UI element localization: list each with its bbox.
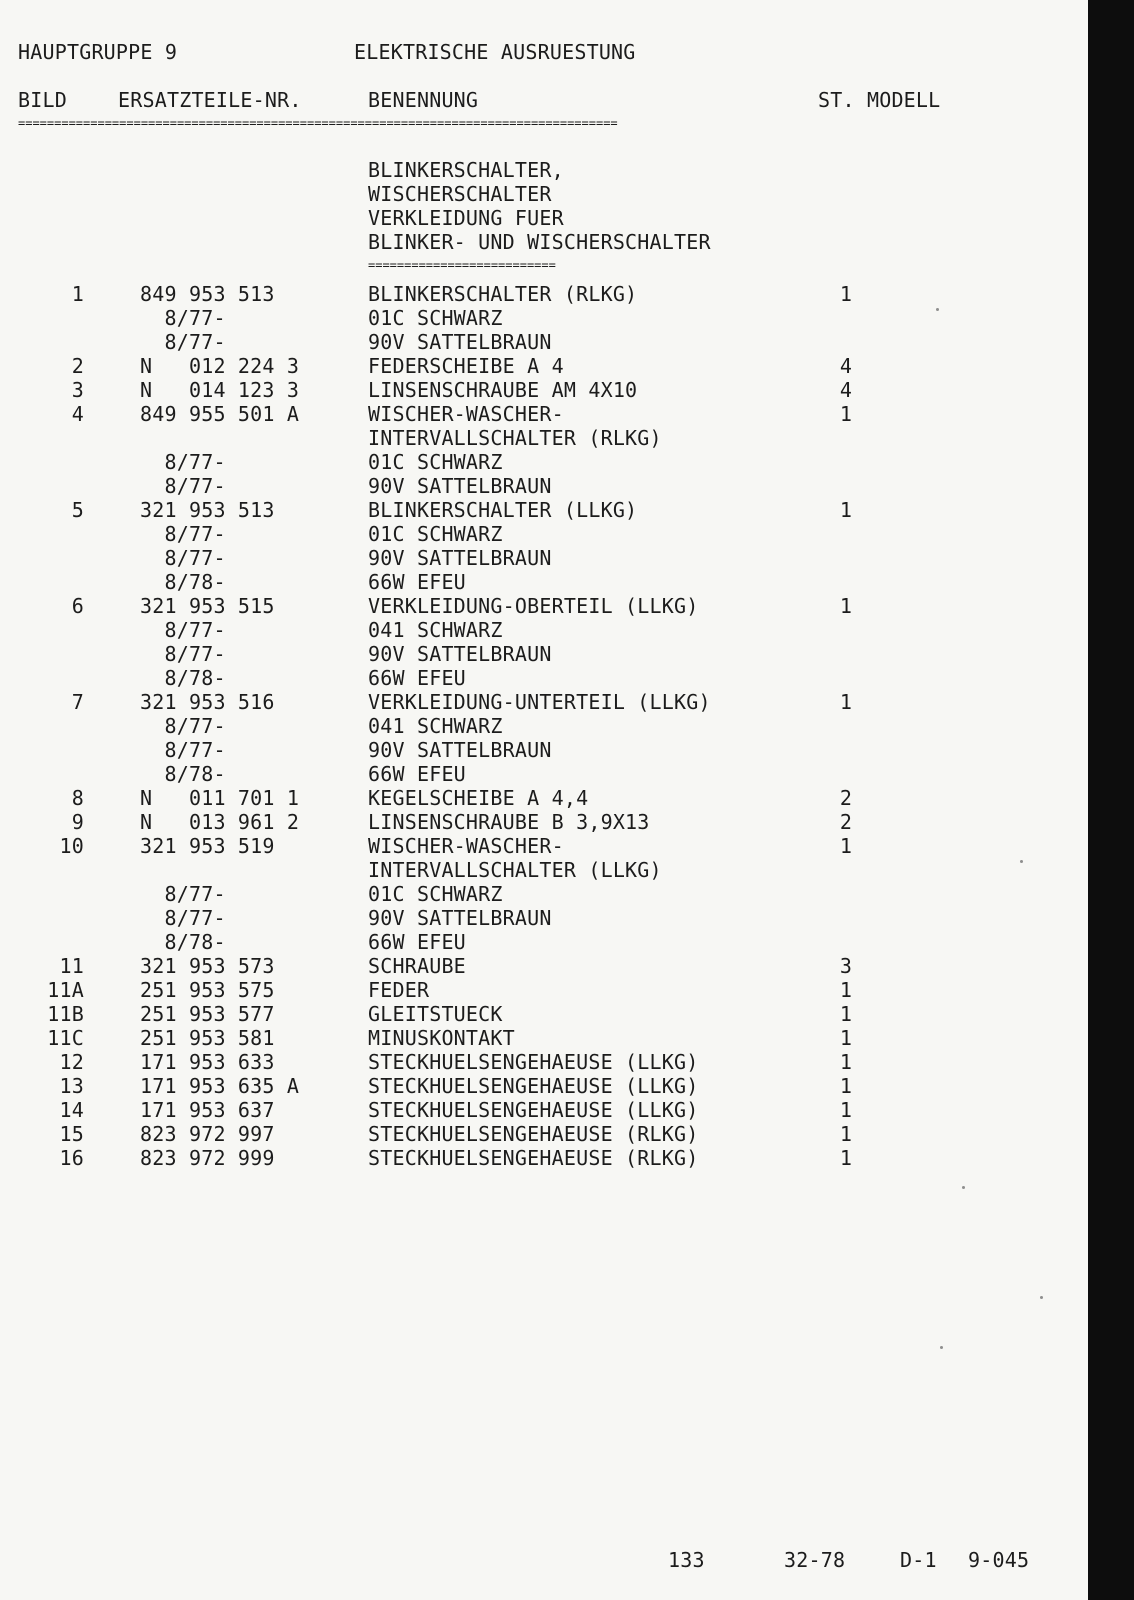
part-number-cell: 8/77- [140, 738, 226, 762]
description-cell: WISCHER-WASCHER- [368, 834, 564, 858]
description-cell: 66W EFEU [368, 666, 466, 690]
description-cell: 66W EFEU [368, 762, 466, 786]
bild-cell: 16 [59, 1146, 84, 1170]
description-cell: INTERVALLSCHALTER (RLKG) [368, 426, 662, 450]
part-number-cell: 8/78- [140, 570, 226, 594]
table-row [0, 1122, 1088, 1146]
description-cell: BLINKERSCHALTER (RLKG) [368, 282, 638, 306]
bild-cell: 9 [71, 810, 84, 834]
table-row [0, 738, 1088, 762]
quantity-cell: 1 [839, 1122, 853, 1146]
description-cell: 90V SATTELBRAUN [368, 330, 552, 354]
quantity-cell: 1 [839, 282, 853, 306]
description-cell: VERKLEIDUNG-UNTERTEIL (LLKG) [368, 690, 711, 714]
header-double-rule: =================================================================================== [18, 116, 618, 130]
table-row [0, 1146, 1088, 1170]
part-number-cell: 823 972 999 [140, 1146, 275, 1170]
table-row [0, 498, 1088, 522]
hauptgruppe-label: HAUPTGRUPPE 9 [18, 40, 178, 64]
scan-edge-strip [1088, 0, 1134, 1600]
table-row [0, 954, 1088, 978]
quantity-cell: 1 [839, 1146, 853, 1170]
table-row [0, 426, 1088, 450]
bild-cell: 1 [71, 282, 84, 306]
part-number-cell: 849 953 513 [140, 282, 275, 306]
description-cell: 01C SCHWARZ [368, 882, 503, 906]
table-row [0, 570, 1088, 594]
description-cell: KEGELSCHEIBE A 4,4 [368, 786, 589, 810]
part-number-cell: 8/77- [140, 642, 226, 666]
description-cell: 01C SCHWARZ [368, 522, 503, 546]
bild-cell: 14 [59, 1098, 84, 1122]
intro-line-3: VERKLEIDUNG FUER [368, 206, 564, 230]
table-row [0, 834, 1088, 858]
part-number-cell: 321 953 513 [140, 498, 275, 522]
part-number-cell: 8/77- [140, 618, 226, 642]
bild-cell: 10 [59, 834, 84, 858]
table-row [0, 594, 1088, 618]
table-row [0, 1098, 1088, 1122]
part-number-cell: 8/77- [140, 546, 226, 570]
part-number-cell: 8/77- [140, 450, 226, 474]
description-cell: 90V SATTELBRAUN [368, 906, 552, 930]
quantity-cell: 1 [839, 834, 853, 858]
intro-line-2: WISCHERSCHALTER [368, 182, 552, 206]
description-cell: FEDERSCHEIBE A 4 [368, 354, 564, 378]
footer-catalog-code: 9-045 [968, 1548, 1030, 1572]
part-number-cell: N 011 701 1 [140, 786, 300, 810]
intro-line-4: BLINKER- UND WISCHERSCHALTER [368, 230, 711, 254]
part-number-cell: 8/78- [140, 930, 226, 954]
bild-cell: 3 [71, 378, 84, 402]
description-cell: STECKHUELSENGEHAEUSE (LLKG) [368, 1098, 699, 1122]
bild-cell: 11B [47, 1002, 84, 1026]
part-number-cell: 8/77- [140, 714, 226, 738]
quantity-cell: 1 [839, 498, 853, 522]
table-row [0, 810, 1088, 834]
quantity-cell: 3 [839, 954, 853, 978]
part-number-cell: 171 953 633 [140, 1050, 275, 1074]
column-header-nr: ERSATZTEILE-NR. [118, 88, 302, 112]
table-row [0, 882, 1088, 906]
quantity-cell: 4 [839, 354, 853, 378]
table-row [0, 354, 1088, 378]
table-row [0, 450, 1088, 474]
table-row [0, 762, 1088, 786]
part-number-cell: 8/77- [140, 306, 226, 330]
part-number-cell: 8/77- [140, 330, 226, 354]
part-number-cell: 8/77- [140, 522, 226, 546]
quantity-cell: 1 [839, 978, 853, 1002]
table-row [0, 330, 1088, 354]
description-cell: INTERVALLSCHALTER (LLKG) [368, 858, 662, 882]
footer-page-number: 133 [668, 1548, 705, 1572]
table-row [0, 306, 1088, 330]
description-cell: STECKHUELSENGEHAEUSE (LLKG) [368, 1074, 699, 1098]
intro-line-1: BLINKERSCHALTER, [368, 158, 564, 182]
part-number-cell: 321 953 516 [140, 690, 275, 714]
part-number-cell: N 013 961 2 [140, 810, 300, 834]
table-row [0, 546, 1088, 570]
description-cell: VERKLEIDUNG-OBERTEIL (LLKG) [368, 594, 699, 618]
table-row [0, 1002, 1088, 1026]
table-row [0, 858, 1088, 882]
description-cell: 90V SATTELBRAUN [368, 474, 552, 498]
table-row [0, 618, 1088, 642]
quantity-cell: 2 [839, 810, 853, 834]
table-row [0, 714, 1088, 738]
description-cell: 90V SATTELBRAUN [368, 642, 552, 666]
description-cell: 01C SCHWARZ [368, 306, 503, 330]
part-number-cell: 251 953 577 [140, 1002, 275, 1026]
table-row [0, 786, 1088, 810]
description-cell: 01C SCHWARZ [368, 450, 503, 474]
part-number-cell: 8/78- [140, 762, 226, 786]
bild-cell: 11C [47, 1026, 84, 1050]
table-row [0, 474, 1088, 498]
description-cell: STECKHUELSENGEHAEUSE (RLKG) [368, 1122, 699, 1146]
quantity-cell: 1 [839, 1074, 853, 1098]
part-number-cell: 8/78- [140, 666, 226, 690]
description-cell: 66W EFEU [368, 930, 466, 954]
part-number-cell: 8/77- [140, 906, 226, 930]
bild-cell: 4 [71, 402, 84, 426]
part-number-cell: 171 953 635 A [140, 1074, 300, 1098]
part-number-cell: 321 953 519 [140, 834, 275, 858]
table-row [0, 1074, 1088, 1098]
description-cell: WISCHER-WASCHER- [368, 402, 564, 426]
bild-cell: 13 [59, 1074, 84, 1098]
footer-date-code: 32-78 [784, 1548, 846, 1572]
part-number-cell: 823 972 997 [140, 1122, 275, 1146]
part-number-cell: N 012 224 3 [140, 354, 300, 378]
description-cell: GLEITSTUECK [368, 1002, 503, 1026]
table-row [0, 282, 1088, 306]
part-number-cell: 321 953 573 [140, 954, 275, 978]
column-header-st-modell: ST. MODELL [818, 88, 941, 112]
description-cell: LINSENSCHRAUBE B 3,9X13 [368, 810, 650, 834]
description-cell: 66W EFEU [368, 570, 466, 594]
table-row [0, 1026, 1088, 1050]
part-number-cell: 321 953 515 [140, 594, 275, 618]
bild-cell: 11A [47, 978, 84, 1002]
part-number-cell: N 014 123 3 [140, 378, 300, 402]
column-header-benennung: BENENNUNG [368, 88, 479, 112]
description-cell: 041 SCHWARZ [368, 714, 503, 738]
bild-cell: 6 [71, 594, 84, 618]
quantity-cell: 4 [839, 378, 853, 402]
scan-speck [936, 308, 939, 311]
description-cell: LINSENSCHRAUBE AM 4X10 [368, 378, 638, 402]
bild-cell: 7 [71, 690, 84, 714]
scan-speck [1020, 860, 1023, 863]
table-row [0, 930, 1088, 954]
table-row [0, 642, 1088, 666]
table-row [0, 402, 1088, 426]
quantity-cell: 1 [839, 1050, 853, 1074]
description-cell: MINUSKONTAKT [368, 1026, 515, 1050]
section-title: ELEKTRISCHE AUSRUESTUNG [354, 40, 636, 64]
column-header-bild: BILD [18, 88, 67, 112]
quantity-cell: 1 [839, 1098, 853, 1122]
table-row [0, 690, 1088, 714]
bild-cell: 12 [59, 1050, 84, 1074]
part-number-cell: 171 953 637 [140, 1098, 275, 1122]
intro-underline: ========================== [368, 258, 556, 272]
scan-speck [962, 1186, 965, 1189]
footer-market-code: D-1 [900, 1548, 937, 1572]
table-row [0, 666, 1088, 690]
description-cell: SCHRAUBE [368, 954, 466, 978]
description-cell: STECKHUELSENGEHAEUSE (LLKG) [368, 1050, 699, 1074]
description-cell: FEDER [368, 978, 430, 1002]
quantity-cell: 1 [839, 402, 853, 426]
quantity-cell: 1 [839, 1002, 853, 1026]
part-number-cell: 8/77- [140, 474, 226, 498]
description-cell: 90V SATTELBRAUN [368, 738, 552, 762]
quantity-cell: 1 [839, 690, 853, 714]
bild-cell: 11 [59, 954, 84, 978]
description-cell: 041 SCHWARZ [368, 618, 503, 642]
table-row [0, 522, 1088, 546]
scan-speck [940, 1346, 943, 1349]
scan-speck [1040, 1296, 1043, 1299]
description-cell: STECKHUELSENGEHAEUSE (RLKG) [368, 1146, 699, 1170]
part-number-cell: 251 953 581 [140, 1026, 275, 1050]
quantity-cell: 1 [839, 1026, 853, 1050]
description-cell: 90V SATTELBRAUN [368, 546, 552, 570]
table-row [0, 978, 1088, 1002]
description-cell: BLINKERSCHALTER (LLKG) [368, 498, 638, 522]
bild-cell: 2 [71, 354, 84, 378]
quantity-cell: 1 [839, 594, 853, 618]
table-row [0, 1050, 1088, 1074]
quantity-cell: 2 [839, 786, 853, 810]
table-row [0, 906, 1088, 930]
bild-cell: 8 [71, 786, 84, 810]
part-number-cell: 251 953 575 [140, 978, 275, 1002]
bild-cell: 15 [59, 1122, 84, 1146]
table-row [0, 378, 1088, 402]
part-number-cell: 8/77- [140, 882, 226, 906]
bild-cell: 5 [71, 498, 84, 522]
part-number-cell: 849 955 501 A [140, 402, 300, 426]
